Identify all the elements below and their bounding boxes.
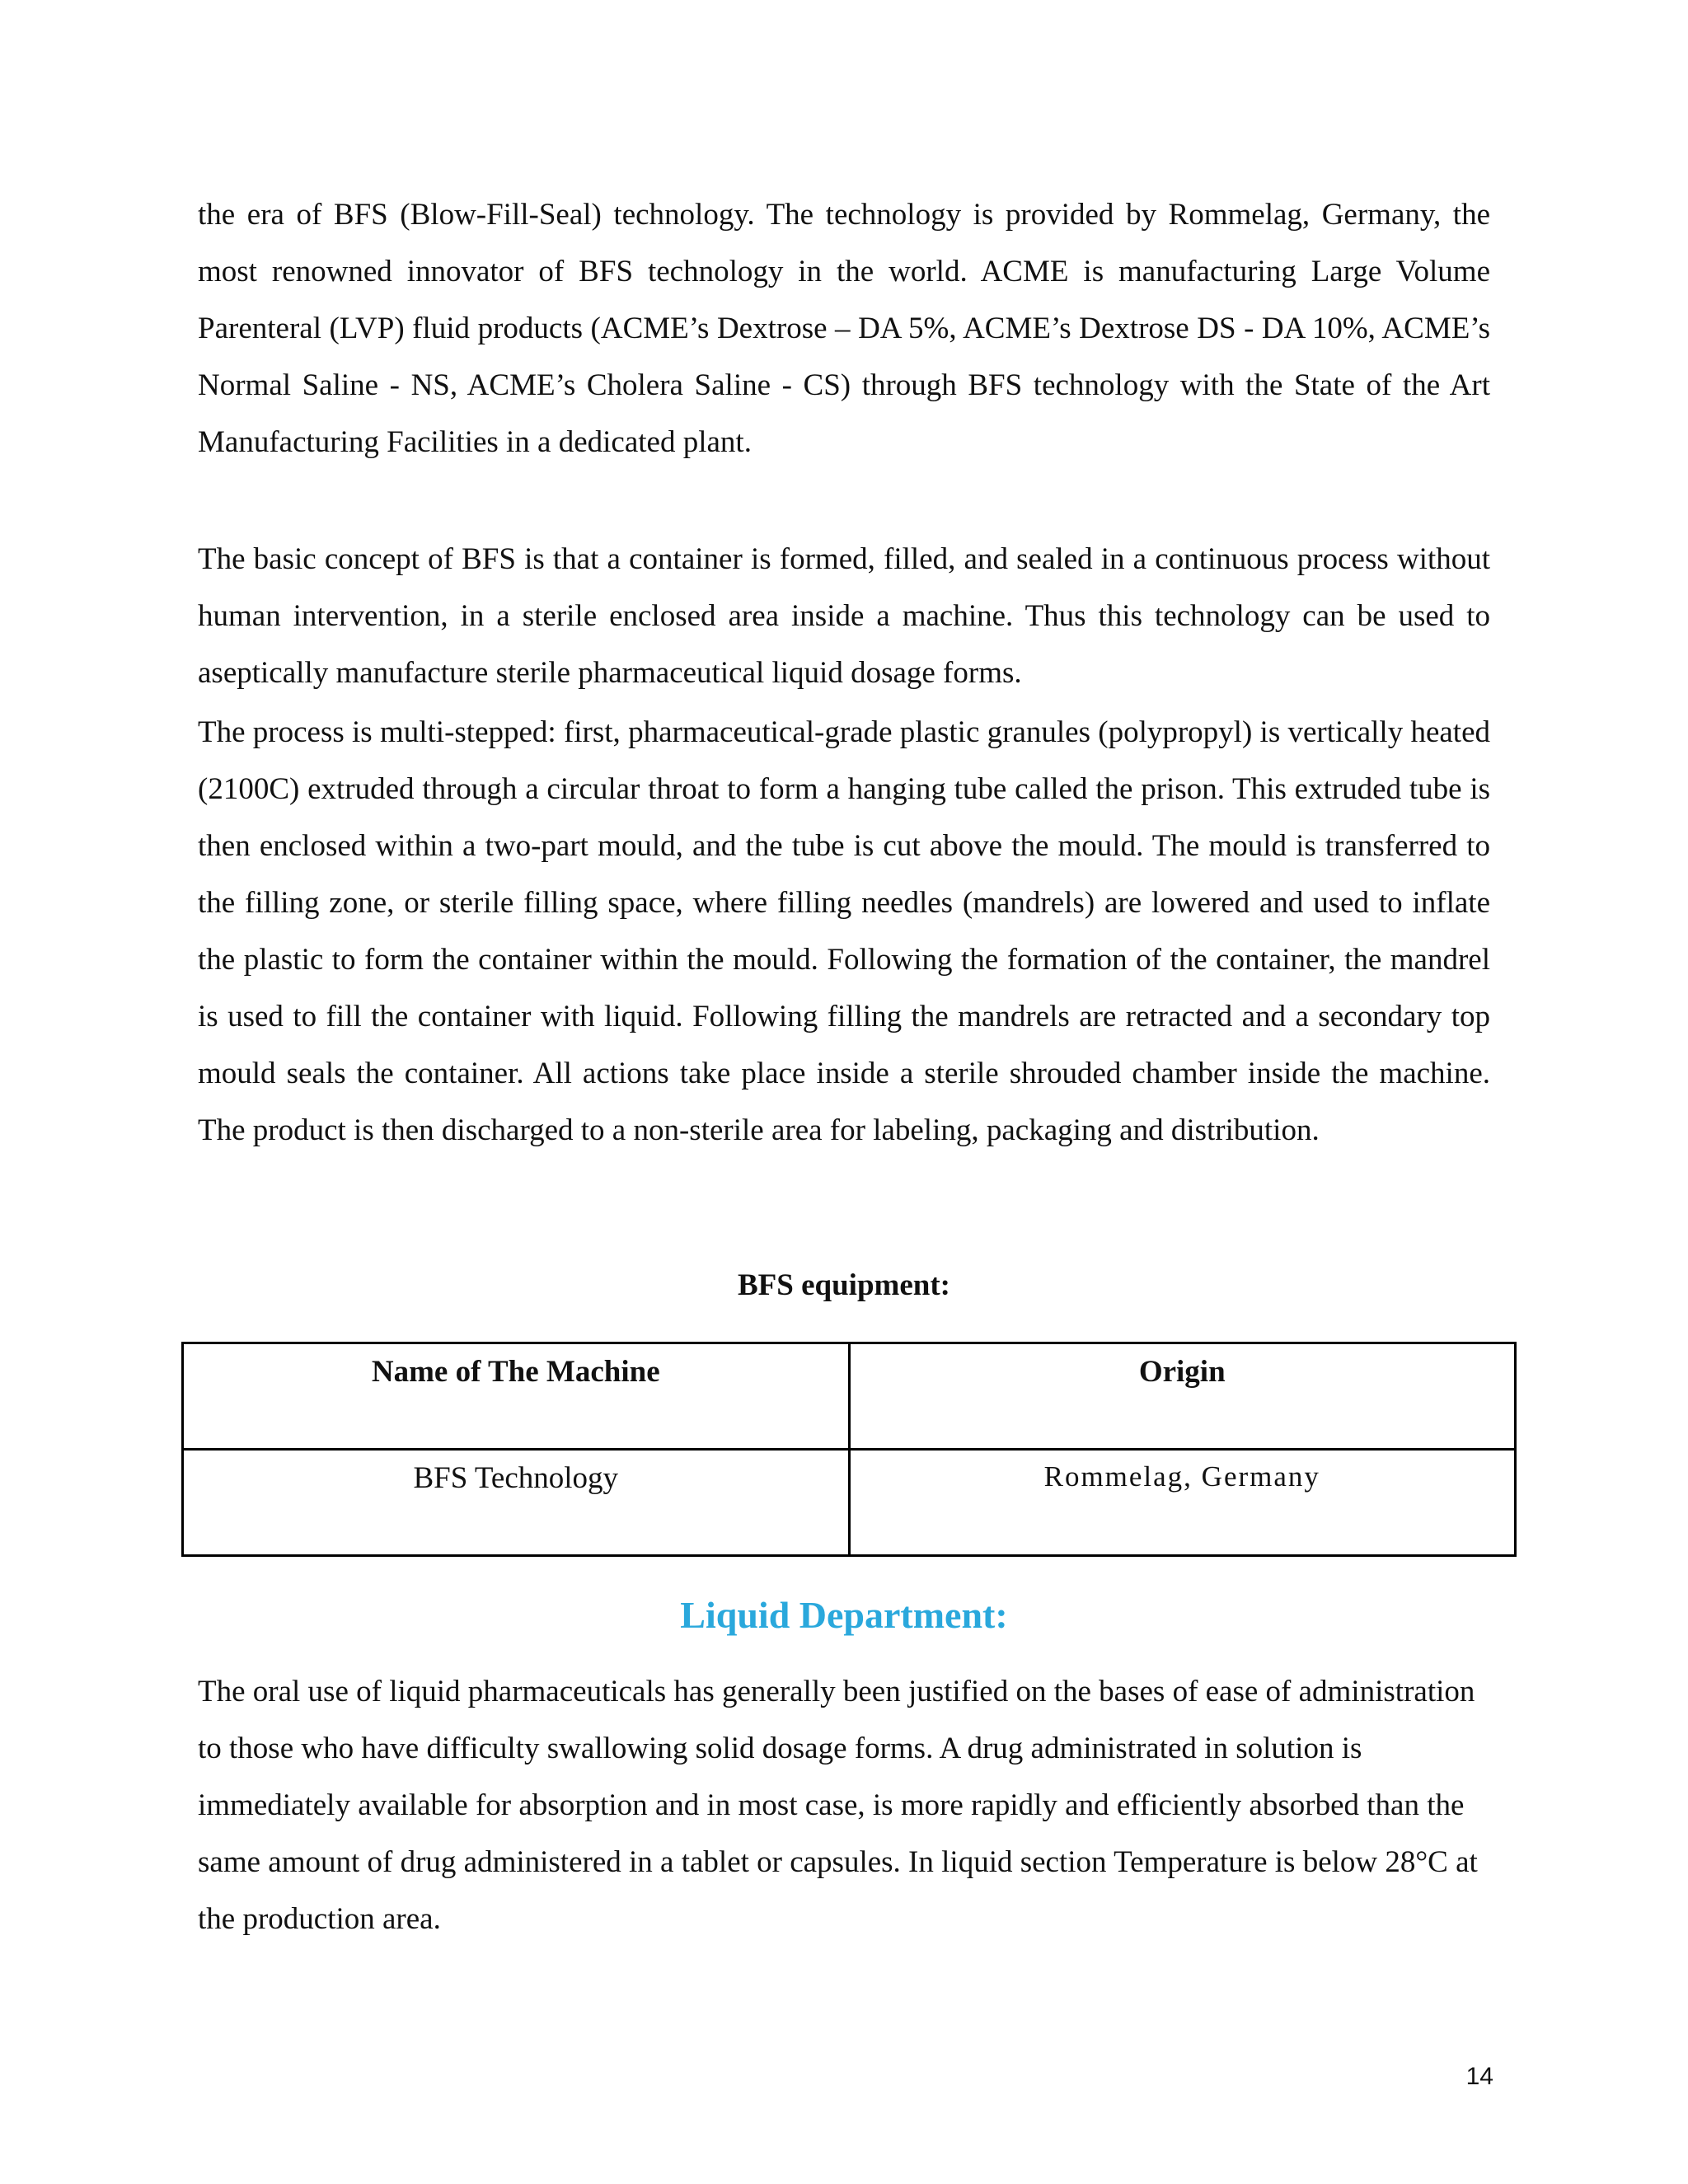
page-number: 14 <box>1465 2063 1493 2090</box>
table-cell-origin: Rommelag, Germany <box>849 1450 1516 1556</box>
paragraph-bfs-process: The process is multi-stepped: first, pharmaceutical-grade plastic granules (polypropyl) is vertically heated (2100C) extruded through a circular throat to form a hanging tube called the prison. This extruded tube is then enclosed within a two-part mould, and the tube is cut above the mould. The mould is transferred to the filling zone, or sterile filling space, where filling needles (mandrels) are lowered and used to inflate the plastic to form the container within the mould. Following the formation of the container, the mandrel is used to fill the container with liquid. Following filling the mandrels are retracted and a secondary top mould seals the container. All actions take place inside a sterile shrouded chamber inside the machine. The product is then discharged to a non-sterile area for labeling, packaging and distribution. <box>198 715 1490 1147</box>
equipment-table <box>181 1342 1517 1557</box>
table-row <box>183 1450 1516 1556</box>
table-cell-machine: BFS Technology <box>183 1450 850 1556</box>
paragraph-bfs-intro: the era of BFS (Blow-Fill-Seal) technology. The technology is provided by Rommelag, Germany, the most renowned innovator of BFS technology in the world. ACME is manufacturing Large Volume Parenteral (LVP) fluid products (ACME’s Dextrose – DA 5%, ACME’s Dextrose DS - DA 10%, ACME’s Normal Saline - NS, ACME’s Cholera Saline - CS) through BFS technology with the State of the Art Manufacturing Facilities in a dedicated plant. <box>198 198 1490 459</box>
paragraph-bfs-concept: The basic concept of BFS is that a container is formed, filled, and sealed in a continuous process without human intervention, in a sterile enclosed area inside a machine. Thus this technology can be used to aseptically manufacture sterile pharmaceutical liquid dosage forms. <box>198 542 1490 690</box>
table-title: BFS equipment: <box>737 1268 950 1302</box>
section-heading-liquid-department: Liquid Department: <box>680 1594 1008 1636</box>
table-header-row <box>183 1343 1516 1450</box>
table-header-machine: Name of The Machine <box>183 1343 850 1450</box>
paragraph-liquid-department: The oral use of liquid pharmaceuticals has generally been justified on the bases of ease of administration to those who have difficulty swallowing solid dosage forms. A drug administrated in solution is immediately available for absorption and in most case, is more rapidly and efficiently absorbed than the same amount of drug administered in a tablet or capsules. In liquid section Temperature is below 28°C at the production area. <box>198 1675 1478 1936</box>
table-header-origin: Origin <box>849 1343 1516 1450</box>
